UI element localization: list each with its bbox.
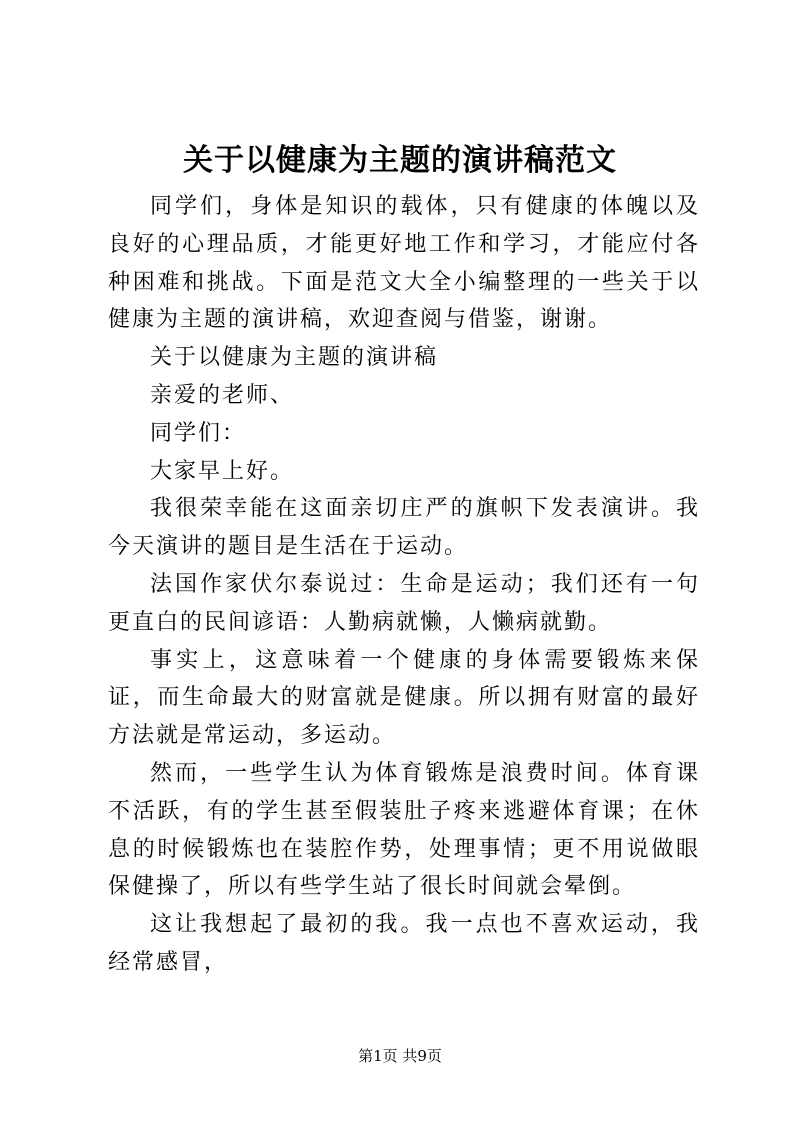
page-number-footer: 第1页 共9页 — [358, 1047, 442, 1065]
paragraph-topic: 我很荣幸能在这面亲切庄严的旗帜下发表演讲。我今天演讲的题目是生活在于运动。 — [108, 496, 700, 560]
paragraph-intro: 同学们，身体是知识的载体，只有健康的体魄以及良好的心理品质，才能更好地工作和学习，才能应付各种困难和挑战。下面是范文大全小编整理的一些关于以健康为主题的演讲稿，欢迎查阅与借鉴，谢谢。 — [108, 194, 700, 333]
paragraph-salutation-students: 同学们： — [150, 420, 247, 446]
paragraph-salutation-teachers: 亲爱的老师、 — [150, 382, 295, 408]
paragraph-speech-title: 关于以健康为主题的演讲稿 — [150, 345, 439, 371]
document-body — [108, 188, 700, 982]
paragraph-voltaire-quote: 法国作家伏尔泰说过：生命是运动；我们还有一句更直白的民间谚语：人勤病就懒，人懒病就勤。 — [108, 571, 700, 635]
document-title: 关于以健康为主题的演讲稿范文 — [183, 143, 617, 178]
paragraph-health-wealth: 事实上，这意味着一个健康的身体需要锻炼来保证，而生命最大的财富就是健康。所以拥有财富的最好方法就是常运动，多运动。 — [108, 647, 700, 749]
paragraph-students-exercise: 然而，一些学生认为体育锻炼是浪费时间。体育课不活跃，有的学生甚至假装肚子疼来逃避体育课；在休息的时候锻炼也在装腔作势，处理事情；更不用说做眼保健操了，所以有些学生站了很长时间就会晕倒。 — [108, 760, 700, 900]
paragraph-personal-story: 这让我想起了最初的我。我一点也不喜欢运动，我经常感冒， — [108, 912, 700, 975]
paragraph-greeting: 大家早上好。 — [150, 458, 295, 484]
